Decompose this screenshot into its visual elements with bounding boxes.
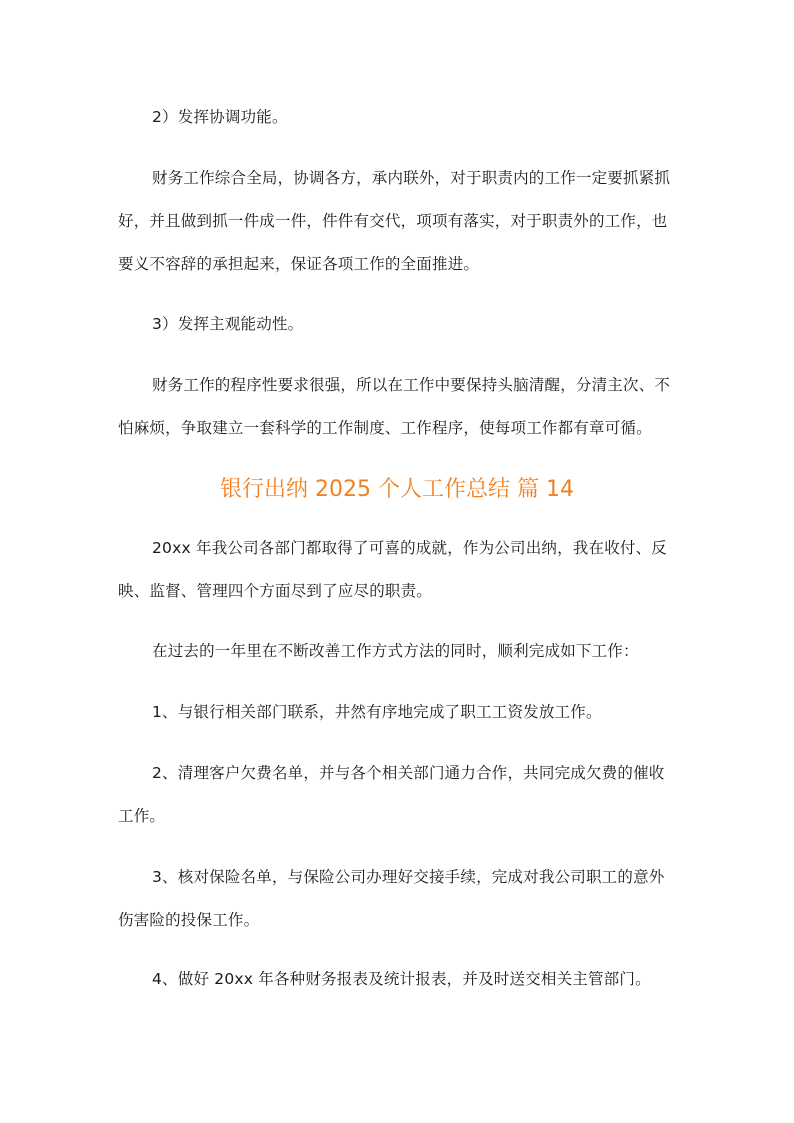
task-2: 2、清理客户欠费名单，并与各个相关部门通力合作，共同完成欠费的催收工作。	[118, 764, 665, 825]
lead-paragraph: 在过去的一年里在不断改善工作方式方法的同时，顺利完成如下工作：	[152, 642, 639, 660]
task-4: 4、做好 20xx 年各种财务报表及统计报表，并及时送交相关主管部门。	[152, 970, 651, 988]
item-2-body: 财务工作综合全局，协调各方，承内联外，对于职责内的工作一定要抓紧抓好，并且做到抓一件成一件，件件有交代，项项有落实，对于职责外的工作，也要义不容辞的承担起来，保证各项工作的全面推进。	[118, 169, 671, 273]
task-3: 3、核对保险名单，与保险公司办理好交接手续，完成对我公司职工的意外伤害险的投保工作。	[118, 868, 665, 929]
section-heading: 银行出纳 2025 个人工作总结 篇 14	[220, 477, 574, 502]
intro-paragraph: 20xx 年我公司各部门都取得了可喜的成就，作为公司出纳，我在收付、反映、监督、管理四个方面尽到了应尽的职责。	[118, 539, 667, 600]
item-3-body: 财务工作的程序性要求很强，所以在工作中要保持头脑清醒，分清主次、不怕麻烦，争取建立一套科学的工作制度、工作程序，使每项工作都有章可循。	[118, 376, 671, 437]
item-2-title: 2）发挥协调功能。	[152, 108, 288, 126]
item-3-title: 3）发挥主观能动性。	[152, 315, 304, 333]
task-1: 1、与银行相关部门联系，井然有序地完成了职工工资发放工作。	[152, 703, 602, 721]
